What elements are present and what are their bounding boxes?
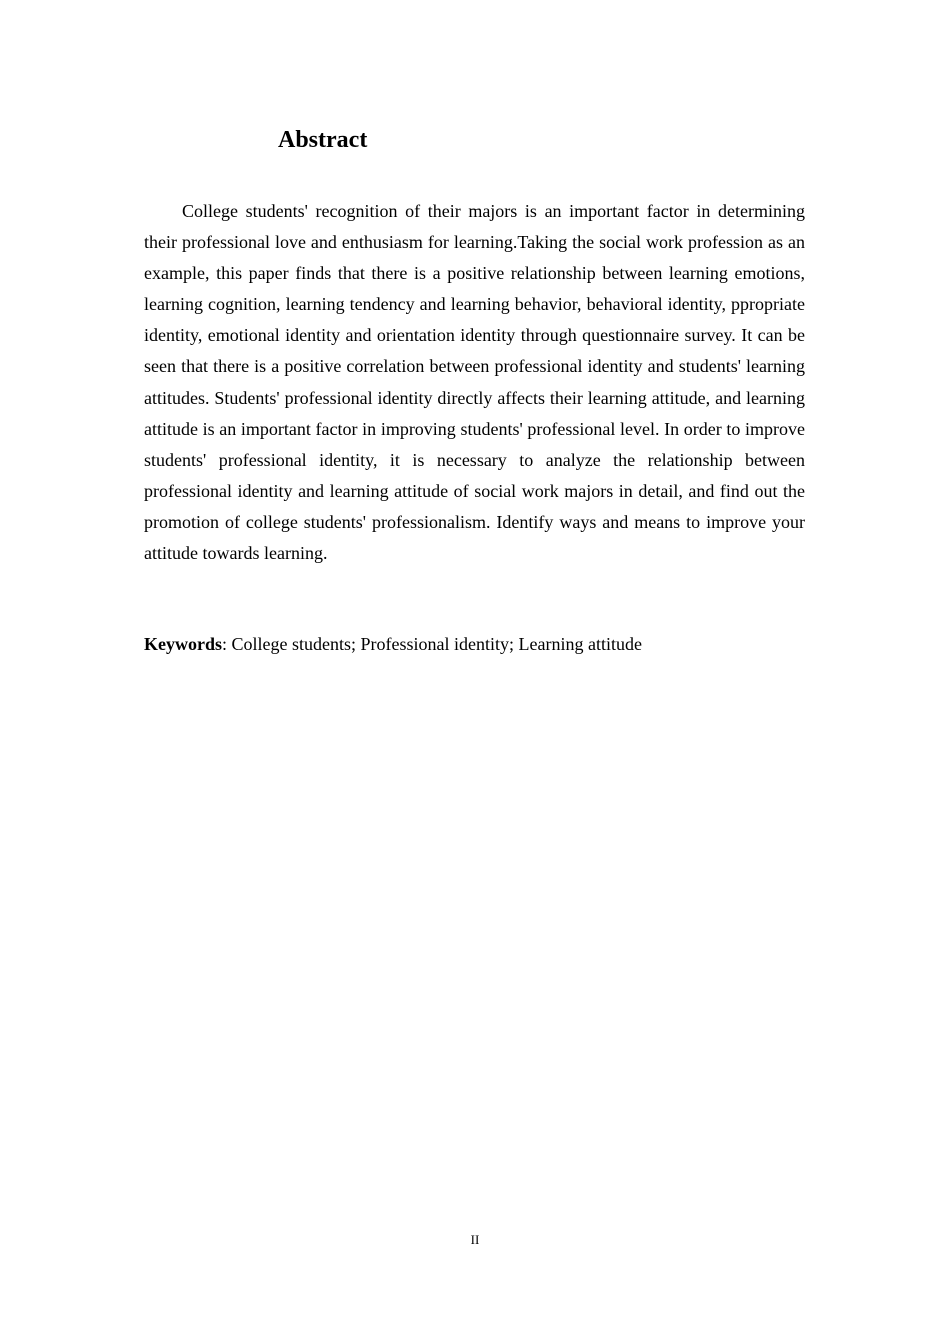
keywords-separator: :	[222, 634, 232, 654]
keywords-label: Keywords	[144, 634, 222, 654]
keywords-list: College students; Professional identity; Learning attitude	[231, 634, 642, 654]
keywords-line	[144, 629, 805, 660]
page-number: II	[470, 1232, 480, 1247]
page-title: Abstract	[278, 127, 368, 153]
abstract-paragraph: College students' recognition of their majors is an important factor in determining their professional love and enthusiasm for learning.Taking the social work profession as an example, this paper finds that there is a positive relationship between learning emotions, learning cognition, learning tendency and learning behavior, behavioral identity, ppropriate identity, emotional identity and orientation identity through questionnaire survey. It can be seen that there is a positive correlation between professional identity and students' learning attitudes. Students' professional identity directly affects their learning attitude, and learning attitude is an important factor in improving students' professional level. In order to improve students' professional identity, it is necessary to analyze the relationship between professional identity and learning attitude of social work majors in detail, and find out the promotion of college students' professionalism. Identify ways and means to improve your attitude towards learning.	[144, 201, 805, 564]
